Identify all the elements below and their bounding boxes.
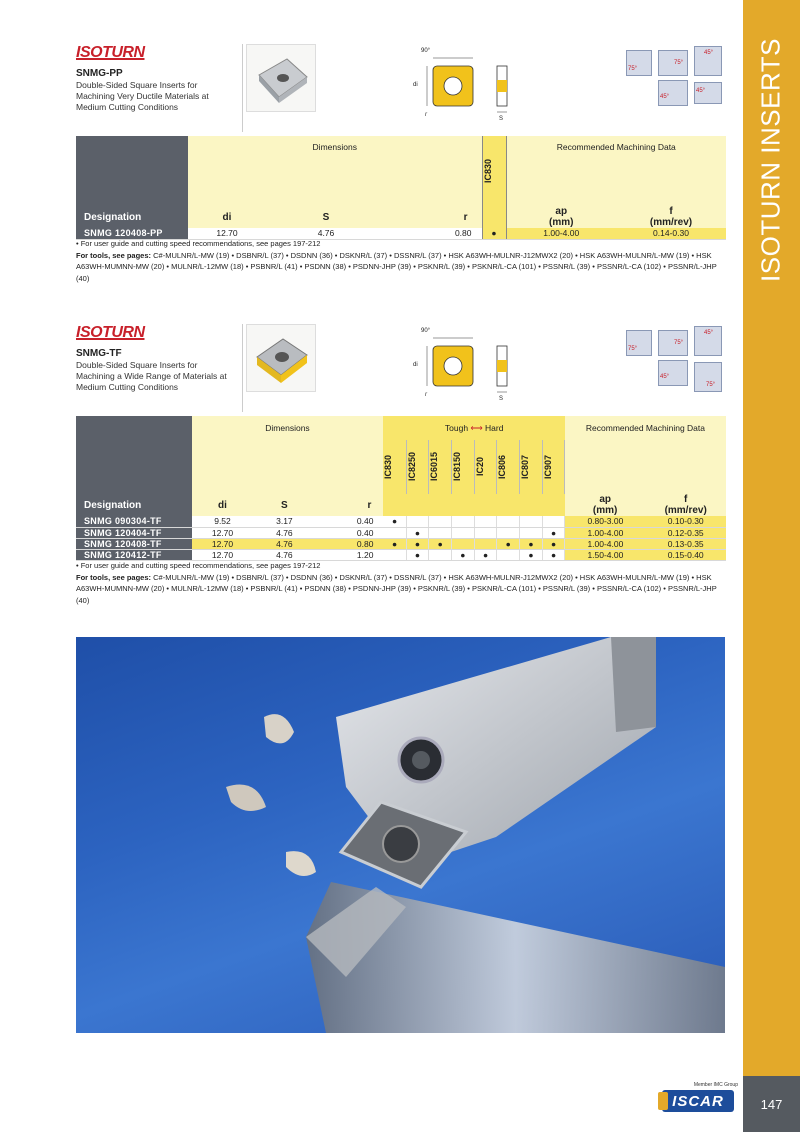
table-cell (451, 538, 474, 549)
table-cell: 1.20 (315, 549, 383, 560)
table-cell (383, 549, 406, 560)
insert-image (246, 44, 316, 112)
member-text: Member IMC Group (693, 1082, 738, 1088)
table-cell: ● (383, 516, 406, 527)
machining-photo (76, 637, 725, 1033)
table-row (76, 549, 726, 560)
drawing-r-label: r (425, 392, 427, 398)
table-cell: 9.52 (192, 516, 254, 527)
notes-section2: • For user guide and cutting speed recommendations, see pages 197-212 For tools, see pages: C#-MULNR/L-MW (19) • DSBNR/L (37) • DSDNN (36) • DSKNR/L (37) • DSSNR/L (37) • HSK A63WH-MULNR-J12MWX2 (20) • HSK A63WH-MULNR/L-MW (19) • HSK A63WH-MUMNN-MW (20) • MULNR/L-12MW (18) • PSBNR/L (41) • PSDNN (38) • PSDNN-JHP (39) • PSKNR/L (39) • PSKNR/L-CA (101) • PSSNR/L (39) • PSSNR/L-CA (102) • PSSNR/L-JHP (40) (76, 561, 717, 605)
drawing-s-label: S (499, 396, 504, 402)
table-cell: SNMG 120412-TF (76, 549, 192, 560)
table-cell: ● (497, 538, 520, 549)
table-cell: 4.76 (253, 527, 315, 538)
table-cell: 12.70 (192, 538, 254, 549)
grade-header: IC8150 (451, 452, 462, 482)
table-cell: SNMG 120408-TF (76, 538, 192, 549)
table-cell: 0.80 (315, 538, 383, 549)
grade-header: IC830 (482, 158, 493, 184)
table-cell: SNMG 090304-TF (76, 516, 192, 527)
table-cell: 12.70 (192, 527, 254, 538)
table-cell (474, 527, 497, 538)
table-row (76, 516, 726, 527)
insert-image (246, 324, 316, 392)
tough-hard-header: Tough ⟷ Hard (383, 416, 565, 440)
table-cell (451, 527, 474, 538)
designation-header: Designation (76, 494, 192, 516)
table-cell (520, 527, 543, 538)
table-cell: ● (474, 549, 497, 560)
table-cell: 0.12-0.35 (645, 527, 726, 538)
table-cell: ● (406, 538, 429, 549)
table-cell (542, 516, 565, 527)
table-cell (497, 549, 520, 560)
section-snmg-pp (76, 44, 726, 289)
table-cell: 4.76 (253, 549, 315, 560)
grade-header: IC806 (497, 454, 508, 480)
table-cell: ● (429, 538, 452, 549)
drawing-r-label: r (425, 112, 427, 118)
table-cell (429, 527, 452, 538)
isoturn-logo: ISOTURN (76, 44, 145, 61)
table-snmg-pp: Dimensions IC830 Recommended Machining Data Designation di S r ap (mm) f (mm/rev) SNMG 120408-PP 12.70 4.76 0.80 ● 1.00-4.00 0.14-0.30 (76, 136, 726, 240)
table-cell (474, 516, 497, 527)
table-cell: ● (406, 549, 429, 560)
insert-drawing (411, 48, 521, 128)
table-cell (406, 516, 429, 527)
designation-header: Designation (76, 206, 188, 228)
dimensions-header: Dimensions (192, 416, 384, 440)
table-cell: 0.80-3.00 (565, 516, 645, 527)
table-cell: 0.40 (315, 516, 383, 527)
table-cell: 0.40 (315, 527, 383, 538)
recommended-header: Recommended Machining Data (506, 136, 726, 158)
drawing-di-label: di (413, 362, 418, 368)
table-cell: ● (520, 549, 543, 560)
table-cell: 0.10-0.30 (645, 516, 726, 527)
grade-header: IC8250 (406, 452, 417, 482)
product-code: SNMG-TF (76, 348, 122, 359)
table-cell (497, 516, 520, 527)
table-cell (520, 516, 543, 527)
table-cell: 4.76 (253, 538, 315, 549)
table-row: SNMG 120408-PP 12.70 4.76 0.80 ● 1.00-4.00 0.14-0.30 (76, 228, 726, 239)
table-cell: ● (542, 549, 565, 560)
table-cell: ● (520, 538, 543, 549)
table-cell: 0.15-0.40 (645, 549, 726, 560)
grade-header: IC6015 (429, 452, 440, 482)
grade-header: IC807 (520, 454, 531, 480)
product-description: Double-Sided Square Inserts for Machining Very Ductile Materials at Medium Cutting Conditions (76, 80, 209, 112)
dimensions-header: Dimensions (188, 136, 482, 158)
page-number: 147 (743, 1076, 800, 1132)
table-cell (451, 516, 474, 527)
holder-diagram: 75° 45° 75° 45° 75° (624, 326, 724, 408)
drawing-di-label: di (413, 82, 418, 88)
table-cell (474, 538, 497, 549)
product-description: Double-Sided Square Inserts for Machining a Wide Range of Materials at Medium Cutting Conditions (76, 360, 227, 392)
insert-drawing (411, 328, 521, 408)
table-cell (383, 527, 406, 538)
table-cell: 1.00-4.00 (565, 538, 645, 549)
grade-header: IC830 (383, 454, 394, 480)
drawing-angle-label: 90° (421, 48, 431, 54)
table-cell: ● (406, 527, 429, 538)
table-row (76, 538, 726, 549)
iscar-logo: ISCAR (662, 1090, 734, 1112)
product-code: SNMG-PP (76, 68, 123, 79)
isoturn-logo: ISOTURN (76, 324, 145, 341)
drawing-s-label: S (499, 116, 504, 122)
table-cell: 1.50-4.00 (565, 549, 645, 560)
table-cell: 0.13-0.35 (645, 538, 726, 549)
drawing-angle-label: 90° (421, 328, 431, 334)
table-cell: 12.70 (192, 549, 254, 560)
table-cell: ● (542, 538, 565, 549)
recommended-header: Recommended Machining Data (565, 416, 726, 440)
brand-logo (662, 1082, 742, 1114)
table-cell: 3.17 (253, 516, 315, 527)
holder-diagram: 75° 45° 75° 45° 45° (624, 46, 724, 128)
table-cell: 1.00-4.00 (565, 527, 645, 538)
notes-section1: • For user guide and cutting speed recommendations, see pages 197-212 For tools, see pages: C#-MULNR/L-MW (19) • DSBNR/L (37) • DSDNN (36) • DSKNR/L (37) • DSSNR/L (37) • HSK A63WH-MULNR-J12MWX2 (20) • HSK A63WH-MULNR/L-MW (19) • HSK A63WH-MUMNN-MW (20) • MULNR/L-12MW (18) • PSBNR/L (41) • PSDNN (38) • PSDNN-JHP (39) • PSKNR/L (39) • PSKNR/L-CA (101) • PSSNR/L (39) • PSSNR/L-CA (102) • PSSNR/L-JHP (40) (76, 239, 717, 283)
table-row (76, 527, 726, 538)
table-cell: ● (451, 549, 474, 560)
table-cell (497, 527, 520, 538)
grade-header: IC20 (474, 457, 485, 477)
grade-header: IC907 (542, 454, 553, 480)
side-title: ISOTURN INSERTS (755, 38, 786, 282)
logo-mark-icon (658, 1092, 668, 1110)
table-cell (429, 549, 452, 560)
table-cell: SNMG 120404-TF (76, 527, 192, 538)
table-cell: ● (542, 527, 565, 538)
table-cell (429, 516, 452, 527)
table-cell: ● (383, 538, 406, 549)
table-snmg-tf: Dimensions Tough ⟷ Hard Recommended Machining Data IC830 IC8250 IC6015 IC8150 IC20 IC806 IC807 IC907 Designation di S r ap (mm) f (mm/rev) SNMG 090304-TF 9.52 3.17 0.40 ● 0.80-3.00 0.10-0.30 SNMG 120404-TF 12.70 4.76 0.40 ● ● 1.00-4.00 0.12-0.35 SNMG 120408-TF 12.70 4.76 0.80 ● ● ● ● ● ● 1.00-4.00 0.13-0.35 SNMG 120412-TF 12.70 4.76 1.20 ● ● ● ● ● 1.50-4.00 0.15-0.40 (76, 416, 726, 561)
section-snmg-tf (76, 324, 726, 624)
